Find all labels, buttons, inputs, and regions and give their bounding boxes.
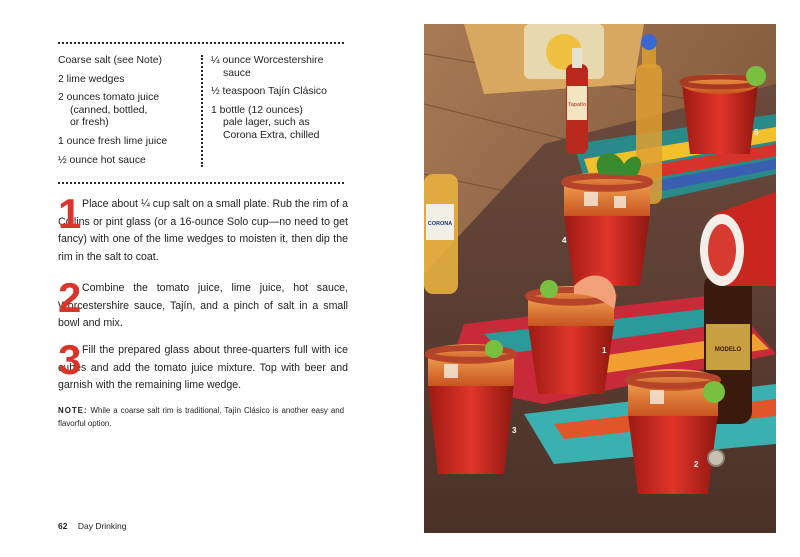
modelo-label: MODELO (714, 347, 742, 353)
step-text: Combine the tomato juice, lime juice, hot sauce, Worcestershire sauce, Tajín, and a pinch of salt in a small bowl and mix. (58, 282, 348, 329)
cocktail-photo (424, 24, 776, 533)
bottle-cap (708, 450, 724, 466)
ingredient-item: 2 ounces tomato juice (canned, bottled, or fresh) (58, 92, 160, 129)
step-1 (58, 190, 348, 266)
ingredient-item: ½ teaspoon Tajín Clásico (211, 86, 327, 98)
ingredient-item: 1 ounce fresh lime juice (58, 135, 168, 147)
page-number: 62 (58, 521, 68, 531)
step-3 (58, 336, 348, 395)
top-dotted-rule (58, 42, 344, 44)
photo-illustration (424, 24, 776, 533)
section-title: Day Drinking (77, 521, 127, 531)
callout-3: 3 (512, 426, 517, 435)
chips-bag (464, 24, 644, 94)
ingredient-item: 2 lime wedges (58, 73, 125, 85)
ingredient-column-divider (201, 55, 203, 167)
sauce-label: Tapatío (567, 102, 587, 108)
ingredient-item: ¼ ounce Worcestershire sauce (211, 55, 324, 79)
step-text: Place about ¼ cup salt on a small plate. Rub the rim of a Collins or pint glass (or a 16-ounce Solo cup—no need to get fancy) with one of the lime wedges to moisten it, then dip the rim in the salt to coat. (58, 198, 348, 263)
callout-5: 5 (754, 128, 759, 137)
ingredient-list (58, 55, 348, 175)
note-label: NOTE: (58, 406, 88, 415)
ingredient-column-left (58, 55, 196, 173)
ingredient-column-right (211, 55, 347, 149)
page-footer (58, 521, 127, 531)
bottom-dotted-rule (58, 182, 344, 184)
ingredient-item: Coarse salt (see Note) (58, 55, 162, 66)
michelada-cup-1 (528, 276, 616, 394)
callout-1: 1 (602, 346, 607, 355)
recipe-note (58, 405, 344, 430)
step-number: 1 (58, 190, 82, 237)
callout-4: 4 (562, 236, 567, 245)
step-number: 2 (58, 274, 82, 321)
bottle-label: CORONA (427, 221, 453, 227)
step-2 (58, 274, 348, 333)
note-text: While a coarse salt rim is traditional, Tajín Clásico is another easy and flavorful option. (58, 406, 344, 428)
corona-bottle-left (424, 174, 458, 294)
michelada-cup-3 (428, 340, 517, 474)
ingredient-item: ½ ounce hot sauce (58, 154, 146, 166)
callout-2: 2 (694, 460, 699, 469)
ingredient-item: 1 bottle (12 ounces) pale lager, such as Corona Extra, chilled (211, 104, 320, 141)
step-number: 3 (58, 336, 82, 383)
step-text: Fill the prepared glass about three-quarters full with ice cubes and add the tomato juice mixture. Top with beer and garnish with the remaining lime wedge. (58, 344, 348, 391)
